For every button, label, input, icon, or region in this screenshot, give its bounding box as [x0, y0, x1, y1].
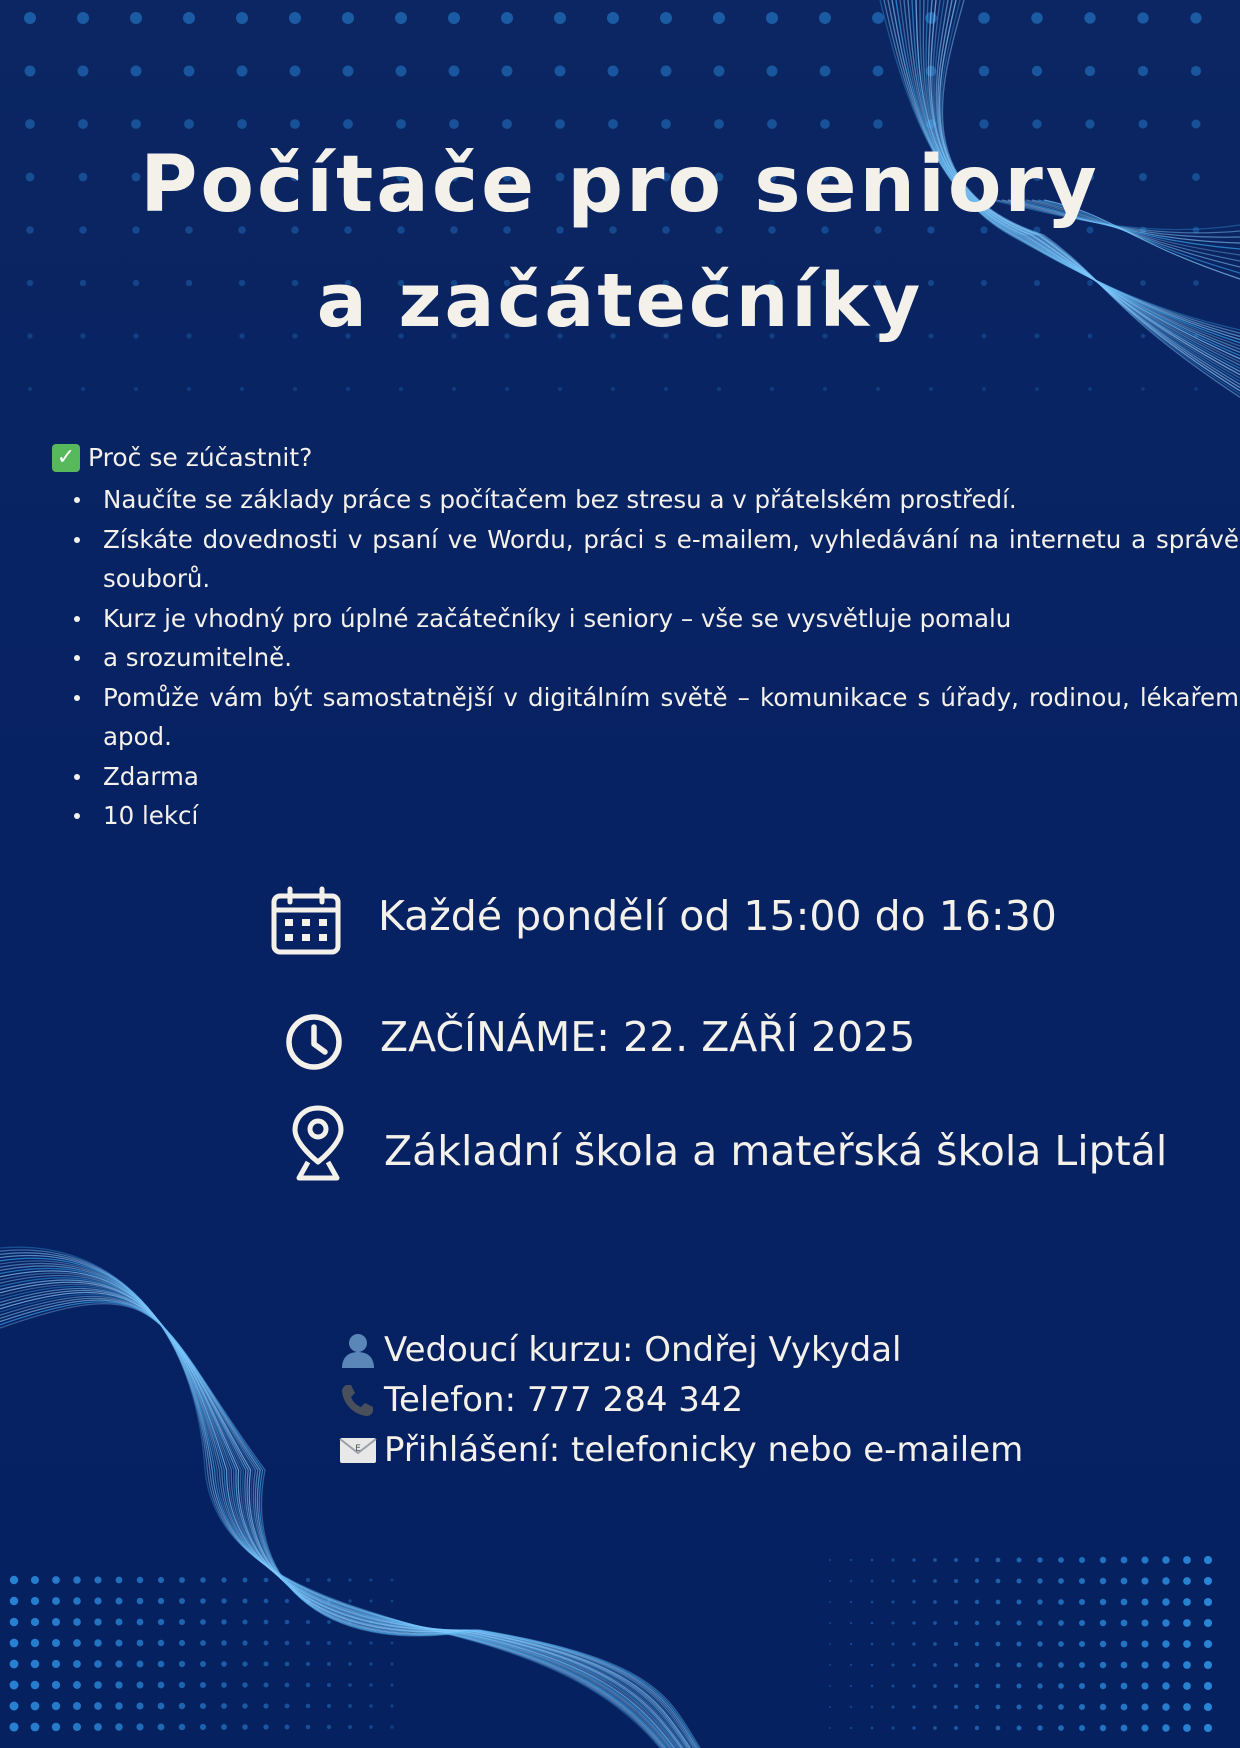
check-box-icon: ✓	[52, 444, 80, 472]
list-item: Zdarma	[103, 757, 1239, 797]
benefits-list	[68, 480, 1239, 836]
signup-text: Přihlášení: telefonicky nebo e-mailem	[384, 1430, 1024, 1470]
phone-text: Telefon: 777 284 342	[384, 1380, 744, 1420]
list-item: Kurz je vhodný pro úplné začátečníky i seniory – vše se vysvětluje pomalu	[103, 599, 1239, 639]
signup-line	[338, 1425, 1023, 1475]
wave-lines-bottom-left	[0, 1247, 700, 1748]
leader-text: Vedoucí kurzu: Ondřej Vykydal	[384, 1330, 902, 1370]
envelope-icon	[338, 1430, 378, 1470]
list-item: 10 lekcí	[103, 796, 1239, 836]
list-item: Naučíte se základy práce s počítačem bez stresu a v přátelském prostředí.	[103, 480, 1239, 520]
location-text: Základní škola a mateřská škola Liptál	[384, 1127, 1168, 1175]
svg-text:E: E	[355, 1444, 361, 1454]
dot-pattern-bottom-left	[9, 1576, 393, 1732]
location-pin-icon	[290, 1104, 346, 1182]
why-heading-label: Proč se zúčastnit?	[88, 443, 313, 472]
telephone-icon	[338, 1380, 378, 1420]
list-item: Pomůže vám být samostatnější v digitálním světě – komunikace s úřady, rodinou, lékařem apod.	[103, 678, 1239, 757]
person-icon	[338, 1330, 378, 1370]
schedule-text: Každé pondělí od 15:00 do 16:30	[378, 892, 1057, 940]
list-item: a srozumitelně.	[103, 638, 1239, 678]
leader-line	[338, 1325, 1023, 1375]
list-item: Získáte dovednosti v psaní ve Wordu, práci s e-mailem, vyhledávání na internetu a správě souborů.	[103, 520, 1239, 599]
title-line-2: a začátečníky	[316, 258, 924, 344]
contacts-block	[338, 1325, 1023, 1475]
dot-pattern-bottom-right	[829, 1556, 1212, 1732]
phone-line	[338, 1375, 1023, 1425]
clock-icon	[284, 1012, 344, 1072]
why-heading	[52, 443, 312, 472]
calendar-icon	[270, 886, 342, 956]
title-line-1: Počítače pro seniory	[140, 140, 1100, 230]
start-date-text: ZAČÍNÁME: 22. ZÁŘÍ 2025	[380, 1013, 916, 1061]
